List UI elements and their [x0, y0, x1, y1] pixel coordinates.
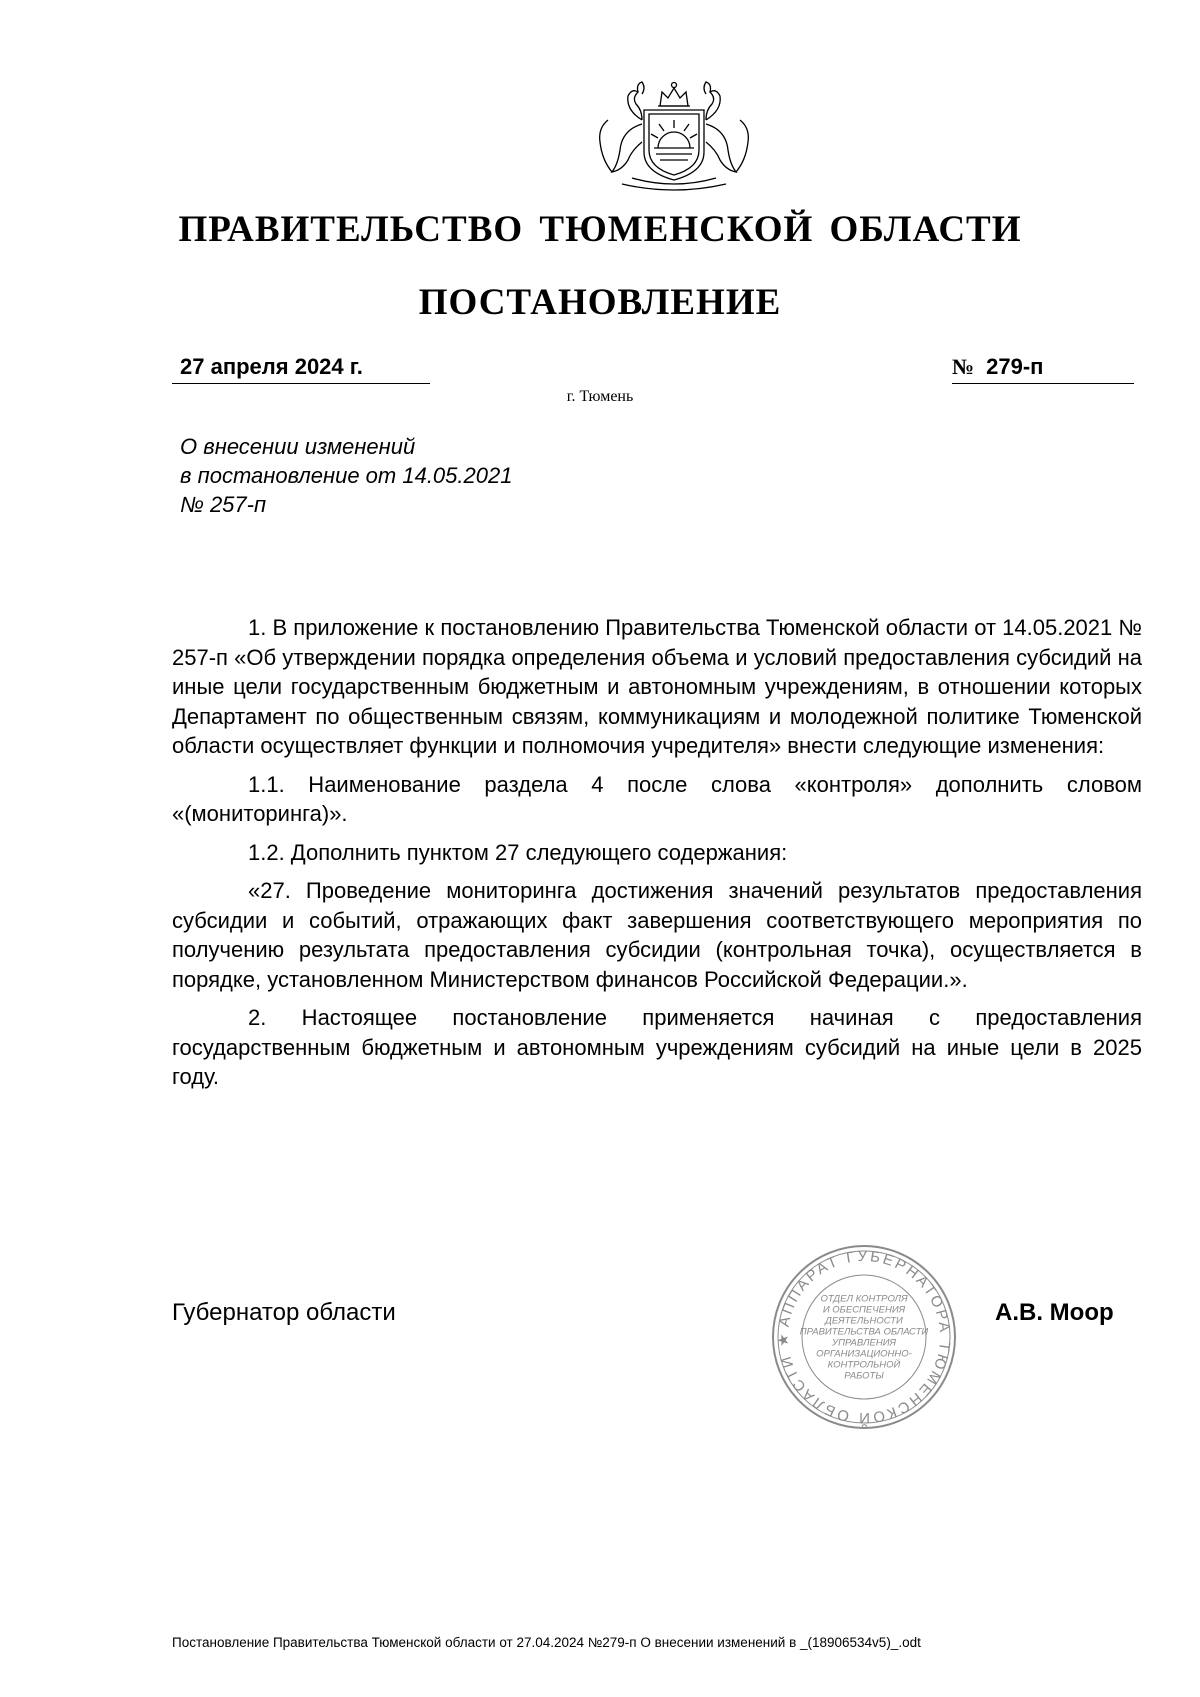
body-paragraph: 1.1. Наименование раздела 4 после слова «контроля» дополнить словом «(мониторинга)». [172, 771, 1142, 826]
document-date: 27 апреля 2024 г. [172, 354, 430, 384]
document-subject [180, 432, 512, 519]
stamp-text-line: КОНТРОЛЬНОЙ [827, 1359, 901, 1371]
stamp-text-line: ОТДЕЛ КОНТРОЛЯ [820, 1293, 908, 1305]
footer-filename: Постановление Правительства Тюменской области от 27.04.2024 №279-п О внесении изменений в _(18906534v5)_.odt [172, 1635, 921, 1650]
official-stamp-seal [770, 1243, 958, 1431]
body-paragraph: 1. В приложение к постановлению Правительства Тюменской области от 14.05.2021 № 257-п «Об утверждении порядка определения объема и условий предоставления субсидий на иные цели государственным бюджетным и автономным учреждениям, в отношении которых Департамент по общественным связям, коммуникациям и молодежной политике Тюменской области осуществляет функции и полномочия учредителя» внести следующие изменения: [172, 615, 1142, 758]
document-number-field [952, 354, 1134, 384]
stamp-text-line: ПРАВИТЕЛЬСТВА ОБЛАСТИ [799, 1326, 929, 1338]
stamp-text-line: УПРАВЛЕНИЯ [832, 1337, 896, 1349]
body-paragraph: 1.2. Дополнить пунктом 27 следующего содержания: [248, 839, 788, 865]
document-type-title: ПОСТАНОВЛЕНИЕ [418, 282, 782, 323]
document-number: 279-п [986, 354, 1044, 379]
svg-text:АППАРАТ ГУБЕРНАТОРА ТЮМЕНСКОЙ: АППАРАТ ГУБЕРНАТОРА ТЮМЕНСКОЙ ОБЛАСТИ ★ [774, 1247, 954, 1427]
stamp-text-line: И ОБЕСПЕЧЕНИЯ [822, 1304, 906, 1316]
signatory-title: Губернатор области [172, 1299, 396, 1326]
subject-line: № 257-п [180, 492, 267, 517]
document-body [172, 613, 1142, 1092]
body-paragraph: 2. Настоящее постановление применяется начиная с предоставления государственным бюджетным и автономным учреждениям субсидий на иные цели в 2025 году. [172, 1005, 1142, 1089]
subject-line: О внесении изменений [180, 434, 416, 459]
organization-title: ПРАВИТЕЛЬСТВО ТЮМЕНСКОЙ ОБЛАСТИ [178, 209, 1022, 250]
stamp-text-line: ОРГАНИЗАЦИОННО- [816, 1348, 912, 1360]
document-city: г. Тюмень [566, 388, 634, 405]
stamp-text-line: РАБОТЫ [844, 1370, 884, 1382]
subject-line: в постановление от 14.05.2021 [180, 463, 513, 488]
coat-of-arms-emblem [592, 80, 756, 198]
body-paragraph: «27. Проведение мониторинга достижения значений результатов предоставления субсидии и событий, отражающих факт завершения соответствующего мероприятия по получению результата предоставления субсидии (контрольная точка), осуществляется в порядке, установленном Министерством финансов Российской Федерации.». [172, 878, 1142, 992]
signatory-name: А.В. Моор [995, 1299, 1114, 1326]
number-sign: № [952, 354, 975, 379]
stamp-text-line: ДЕЯТЕЛЬНОСТИ [825, 1315, 903, 1327]
